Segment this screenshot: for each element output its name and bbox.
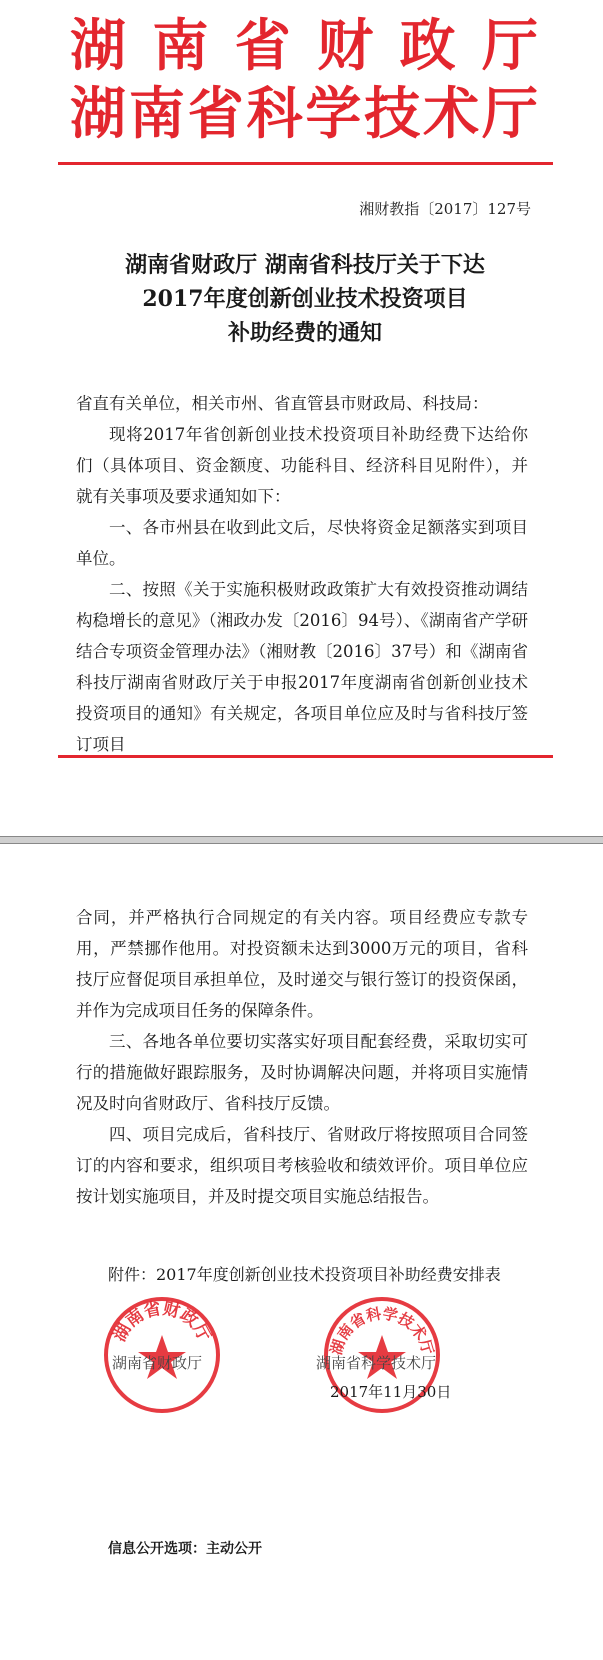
attachment-note: 附件：2017年度创新创业技术投资项目补助经费安排表 <box>108 1265 501 1284</box>
intro-paragraph: 现将2017年省创新创业技术投资项目补助经费下达给你们（具体项目、资金额度、功能科目、经济科目见附件），并就有关事项及要求通知如下： <box>76 425 528 506</box>
salutation: 省直有关单位，相关市州、省直管县市财政局、科技局： <box>76 394 489 413</box>
document-title <box>70 248 540 350</box>
issue-date: 2017年11月30日 <box>330 1383 452 1401</box>
signature-finance: 湖南省财政厅 <box>112 1354 203 1372</box>
document-number: 湘财教指〔2017〕127号 <box>359 200 531 218</box>
signature-science: 湖南省科学技术厅 <box>316 1354 437 1372</box>
title-line-2: 2017年度创新创业技术投资项目 <box>142 286 468 312</box>
title-line-3: 补助经费的通知 <box>227 320 382 346</box>
disclosure-option: 信息公开选项：主动公开 <box>108 1541 262 1557</box>
red-divider-top <box>58 162 553 165</box>
item-2-part-2: 合同，并严格执行合同规定的有关内容。项目经费应专款专用，严禁挪作他用。对投资额未达到3000万元的项目，省科技厅应督促项目承担单位，及时递交与银行签订的投资保函，并作为完成项目任务的保障条件。 <box>76 908 528 1020</box>
svg-text:湖南省科学技术厅: 湖南省科学技术厅 <box>327 1304 437 1357</box>
svg-text:湖南省财政厅: 湖南省财政厅 <box>109 1298 215 1346</box>
body-text-page-2 <box>76 902 528 1212</box>
item-4: 四、项目完成后，省科技厅、省财政厅将按照项目合同签订的内容和要求，组织项目考核验收和绩效评价。项目单位应按计划实施项目，并及时提交项目实施总结报告。 <box>76 1125 528 1206</box>
page-separator <box>0 836 603 844</box>
body-text-page-1 <box>76 388 528 760</box>
item-1: 一、各市州县在收到此文后，尽快将资金足额落实到项目单位。 <box>76 518 528 568</box>
item-3: 三、各地各单位要切实落实好项目配套经费，采取切实可行的措施做好跟踪服务，及时协调解决问题，并将项目实施情况及时向省财政厅、省科技厅反馈。 <box>76 1032 528 1113</box>
item-2-part-1: 二、按照《关于实施积极财政政策扩大有效投资推动调结构稳增长的意见》（湘政办发〔2016〕94号）、《湖南省产学研结合专项资金管理办法》（湘财教〔2016〕37号）和《湖南省科技厅湖南省财政厅关于申报2017年度湖南省创新创业技术投资项目的通知》有关规定，各项目单位应及时与省科技厅签订项目 <box>76 580 528 754</box>
issuer-header-finance: 湖南省财政厅 <box>70 13 540 79</box>
red-divider-bottom <box>58 755 553 758</box>
issuer-header-science: 湖南省科学技术厅 <box>70 81 540 147</box>
title-line-1: 湖南省财政厅 湖南省科技厅关于下达 <box>125 252 485 278</box>
